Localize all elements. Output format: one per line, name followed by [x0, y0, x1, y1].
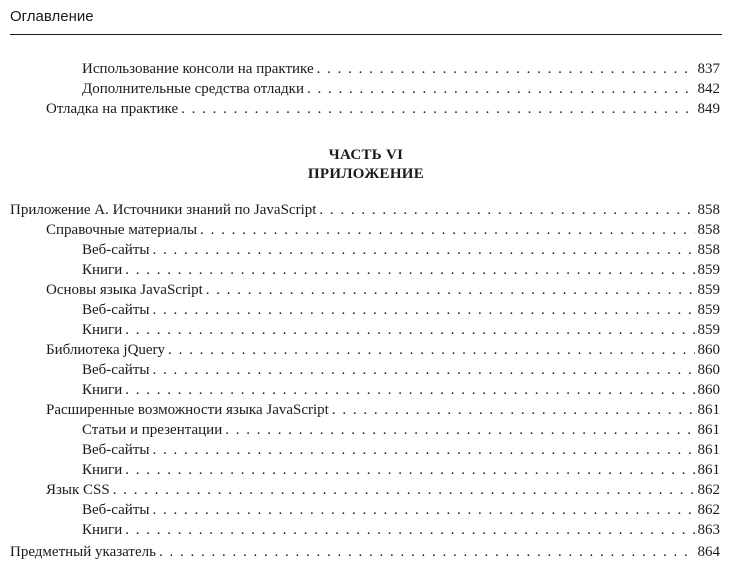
- toc-dot-leader: [152, 300, 694, 320]
- toc-entry-page: 859: [697, 322, 720, 338]
- toc-section-appendix: [10, 200, 720, 540]
- toc-entry-page: 861: [697, 402, 720, 418]
- toc-section-index: [10, 542, 720, 562]
- toc-entry[interactable]: [10, 300, 720, 320]
- toc-entry-title: Веб-сайты: [82, 242, 150, 258]
- toc-entry-page: 860: [697, 362, 720, 378]
- toc-dot-leader: [319, 200, 694, 220]
- toc-entry[interactable]: [10, 280, 720, 300]
- toc-entry[interactable]: [10, 440, 720, 460]
- toc-entry[interactable]: [10, 320, 720, 340]
- toc-entry[interactable]: [10, 340, 720, 360]
- toc-dot-leader: [200, 220, 694, 240]
- toc-dot-leader: [113, 480, 695, 500]
- toc-entry[interactable]: [10, 200, 720, 220]
- toc-dot-leader: [125, 320, 694, 340]
- toc-entry-title: Использование консоли на практике: [82, 61, 314, 77]
- toc-entry-title: Книги: [82, 262, 123, 278]
- toc-dot-leader: [125, 260, 694, 280]
- toc-dot-leader: [307, 79, 695, 99]
- toc-dot-leader: [181, 99, 694, 119]
- toc-entry[interactable]: [10, 400, 720, 420]
- toc-entry-page: 858: [697, 222, 720, 238]
- toc-entry-page: 862: [697, 502, 720, 518]
- toc-entry[interactable]: [10, 220, 720, 240]
- toc-entry-page: 863: [697, 522, 720, 538]
- toc-entry-page: 860: [697, 342, 720, 358]
- toc-dot-leader: [152, 440, 694, 460]
- toc-entry-page: 859: [697, 262, 720, 278]
- toc-entry-page: 864: [697, 544, 720, 560]
- toc-entry[interactable]: [10, 59, 720, 79]
- toc-entry-page: 849: [697, 101, 720, 117]
- toc-entry-title: Книги: [82, 322, 123, 338]
- toc-entry[interactable]: [10, 460, 720, 480]
- toc-dot-leader: [152, 360, 694, 380]
- toc-entry-page: 859: [697, 282, 720, 298]
- toc-dot-leader: [125, 380, 694, 400]
- toc-entry[interactable]: [10, 500, 720, 520]
- toc-entry[interactable]: [10, 542, 720, 562]
- toc-entry-page: 860: [697, 382, 720, 398]
- toc-entry-title: Дополнительные средства отладки: [82, 81, 304, 97]
- toc-entry-title: Книги: [82, 382, 123, 398]
- part-title: ПРИЛОЖЕНИЕ: [307, 166, 425, 182]
- toc-entry-title: Приложение А. Источники знаний по JavaScript: [10, 202, 317, 218]
- toc-dot-leader: [152, 240, 694, 260]
- toc-entry[interactable]: [10, 260, 720, 280]
- toc-entry-title: Веб-сайты: [82, 362, 150, 378]
- toc-entry[interactable]: [10, 79, 720, 99]
- toc-entry[interactable]: [10, 380, 720, 400]
- toc-entry-page: 861: [697, 462, 720, 478]
- toc-entry[interactable]: [10, 99, 720, 119]
- toc-entry-page: 858: [697, 242, 720, 258]
- part-heading: [0, 146, 732, 184]
- part-number: ЧАСТЬ VI: [328, 147, 404, 163]
- toc-entry[interactable]: [10, 520, 720, 540]
- toc-entry-title: Статьи и презентации: [82, 422, 223, 438]
- toc-dot-leader: [125, 520, 694, 540]
- toc-dot-leader: [332, 400, 695, 420]
- toc-dot-leader: [206, 280, 695, 300]
- toc-entry-title: Справочные материалы: [46, 222, 198, 238]
- toc-entry-title: Веб-сайты: [82, 442, 150, 458]
- toc-dot-leader: [225, 420, 694, 440]
- toc-dot-leader: [152, 500, 694, 520]
- toc-entry-title: Книги: [82, 522, 123, 538]
- toc-entry-title: Расширенные возможности языка JavaScript: [46, 402, 329, 418]
- toc-entry[interactable]: [10, 360, 720, 380]
- toc-entry-title: Веб-сайты: [82, 302, 150, 318]
- header-rule: [10, 34, 722, 35]
- toc-entry-page: 837: [697, 61, 720, 77]
- toc-entry[interactable]: [10, 480, 720, 500]
- toc-dot-leader: [168, 340, 694, 360]
- toc-entry-title: Отладка на практике: [46, 101, 179, 117]
- toc-entry-title: Книги: [82, 462, 123, 478]
- toc-entry-page: 859: [697, 302, 720, 318]
- toc-entry-title: Основы языка JavaScript: [46, 282, 203, 298]
- toc-dot-leader: [159, 542, 695, 562]
- toc-entry-page: 862: [697, 482, 720, 498]
- toc-dot-leader: [317, 59, 695, 79]
- running-head-title: Оглавление: [10, 8, 94, 25]
- toc-entry-page: 861: [697, 442, 720, 458]
- toc-entry-page: 842: [697, 81, 720, 97]
- toc-entry-title: Предметный указатель: [10, 544, 156, 560]
- toc-entry-title: Язык CSS: [46, 482, 110, 498]
- toc-entry-title: Веб-сайты: [82, 502, 150, 518]
- toc-entry-page: 861: [697, 422, 720, 438]
- toc-section-top: [10, 59, 720, 119]
- toc-entry-page: 858: [697, 202, 720, 218]
- toc-entry[interactable]: [10, 420, 720, 440]
- toc-entry-title: Библиотека jQuery: [46, 342, 166, 358]
- toc-dot-leader: [125, 460, 694, 480]
- toc-entry[interactable]: [10, 240, 720, 260]
